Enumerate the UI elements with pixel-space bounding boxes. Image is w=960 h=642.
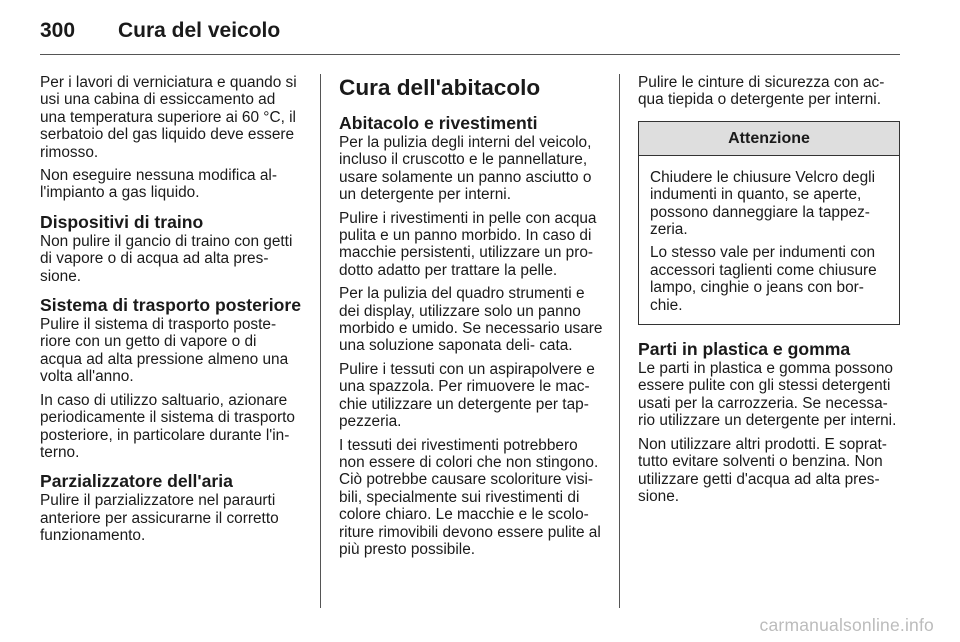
paragraph: Pulire i tessuti con un aspirapolvere e una spazzola. Per rimuovere le mac- chie utilizzare un detergente per tap- pezzeria. [339, 360, 595, 431]
column-divider [320, 74, 321, 608]
paragraph: Pulire le cinture di sicurezza con ac- qua tiepida o detergente per interni. [638, 74, 885, 109]
paragraph: Chiudere le chiusure Velcro degli indumenti in quanto, se aperte, possono danneggiare la tappez- zeria. [650, 168, 876, 239]
column-left [40, 74, 302, 551]
column-right [638, 74, 900, 511]
paragraph: Pulire il sistema di trasporto poste- riore con un getto di vapore o di acqua ad alta pressione almeno una volta all'anno. [40, 316, 289, 386]
paragraph: Non eseguire nessuna modifica al- l'impianto a gas liquido. [40, 167, 277, 202]
paragraph: In caso di utilizzo saltuario, azionare periodicamente il sistema di trasporto posteriore, in particolare durante l'in- terno. [40, 391, 295, 461]
page-header [40, 14, 900, 55]
chapter-title: Cura del veicolo [118, 19, 281, 42]
paragraph: Lo stesso vale per indumenti con accessori taglienti come chiusure lampo, cinghie o jeans con bor- chie. [650, 244, 877, 314]
section-heading-trasporto: Sistema di trasporto posteriore [40, 295, 302, 316]
paragraph: Le parti in plastica e gomma possono essere pulite con gli stessi detergenti usati per la carrozzeria. Se necessa- rio utilizzare un detergente per interni. [638, 360, 897, 430]
page-number: 300 [40, 19, 76, 42]
watermark: carmanualsonline.info [759, 615, 934, 635]
section-heading-parzializzatore: Parzializzatore dell'aria [40, 471, 233, 492]
paragraph: Pulire i rivestimenti in pelle con acqua pulita e un panno morbido. In caso di macchie persistenti, utilizzare un pro- dotto adatto per trattare la pelle. [339, 209, 597, 279]
column-divider [619, 74, 620, 608]
attention-body [639, 156, 899, 324]
attention-box [638, 121, 900, 325]
paragraph: Per la pulizia del quadro strumenti e dei display, utilizzare solo un panno morbido e umido. Se necessario usare una soluzione saponata deli- cata. [339, 285, 603, 355]
paragraph: Per i lavori di verniciatura e quando si usi una cabina di essiccamento ad una temperatura superiore ai 60 °C, il serbatoio del gas liquido deve essere rimosso. [40, 74, 297, 161]
paragraph: I tessuti dei rivestimenti potrebbero non essere di colori che non stingono. Ciò potrebbe causare scoloriture visi- bili, specialmente sui rivestimenti di colore chiaro. Le macchie e le scolo- riture rimovibili devono essere pulite al più presto possibile. [339, 436, 601, 558]
section-heading-plastica: Parti in plastica e gomma [638, 339, 851, 360]
paragraph: Non utilizzare altri prodotti. E soprat- tutto evitare solventi o benzina. Non utilizzare getti d'acqua ad alta pres- sione. [638, 435, 887, 505]
main-heading: Cura dell'abitacolo [339, 75, 541, 100]
paragraph: Per la pulizia degli interni del veicolo, incluso il cruscotto e le pannellature, usare solamente un panno asciutto o un detergente per interni. [339, 134, 592, 204]
section-heading-abitacolo: Abitacolo e rivestimenti [339, 113, 538, 133]
paragraph: Non pulire il gancio di traino con getti di vapore o di acqua ad alta pres- sione. [40, 232, 293, 285]
column-middle [339, 74, 604, 564]
paragraph: Pulire il parzializzatore nel paraurti anteriore per assicurarne il corretto funzionamento. [40, 492, 279, 545]
section-heading-traino: Dispositivi di traino [40, 211, 204, 232]
attention-title: Attenzione [639, 122, 899, 156]
